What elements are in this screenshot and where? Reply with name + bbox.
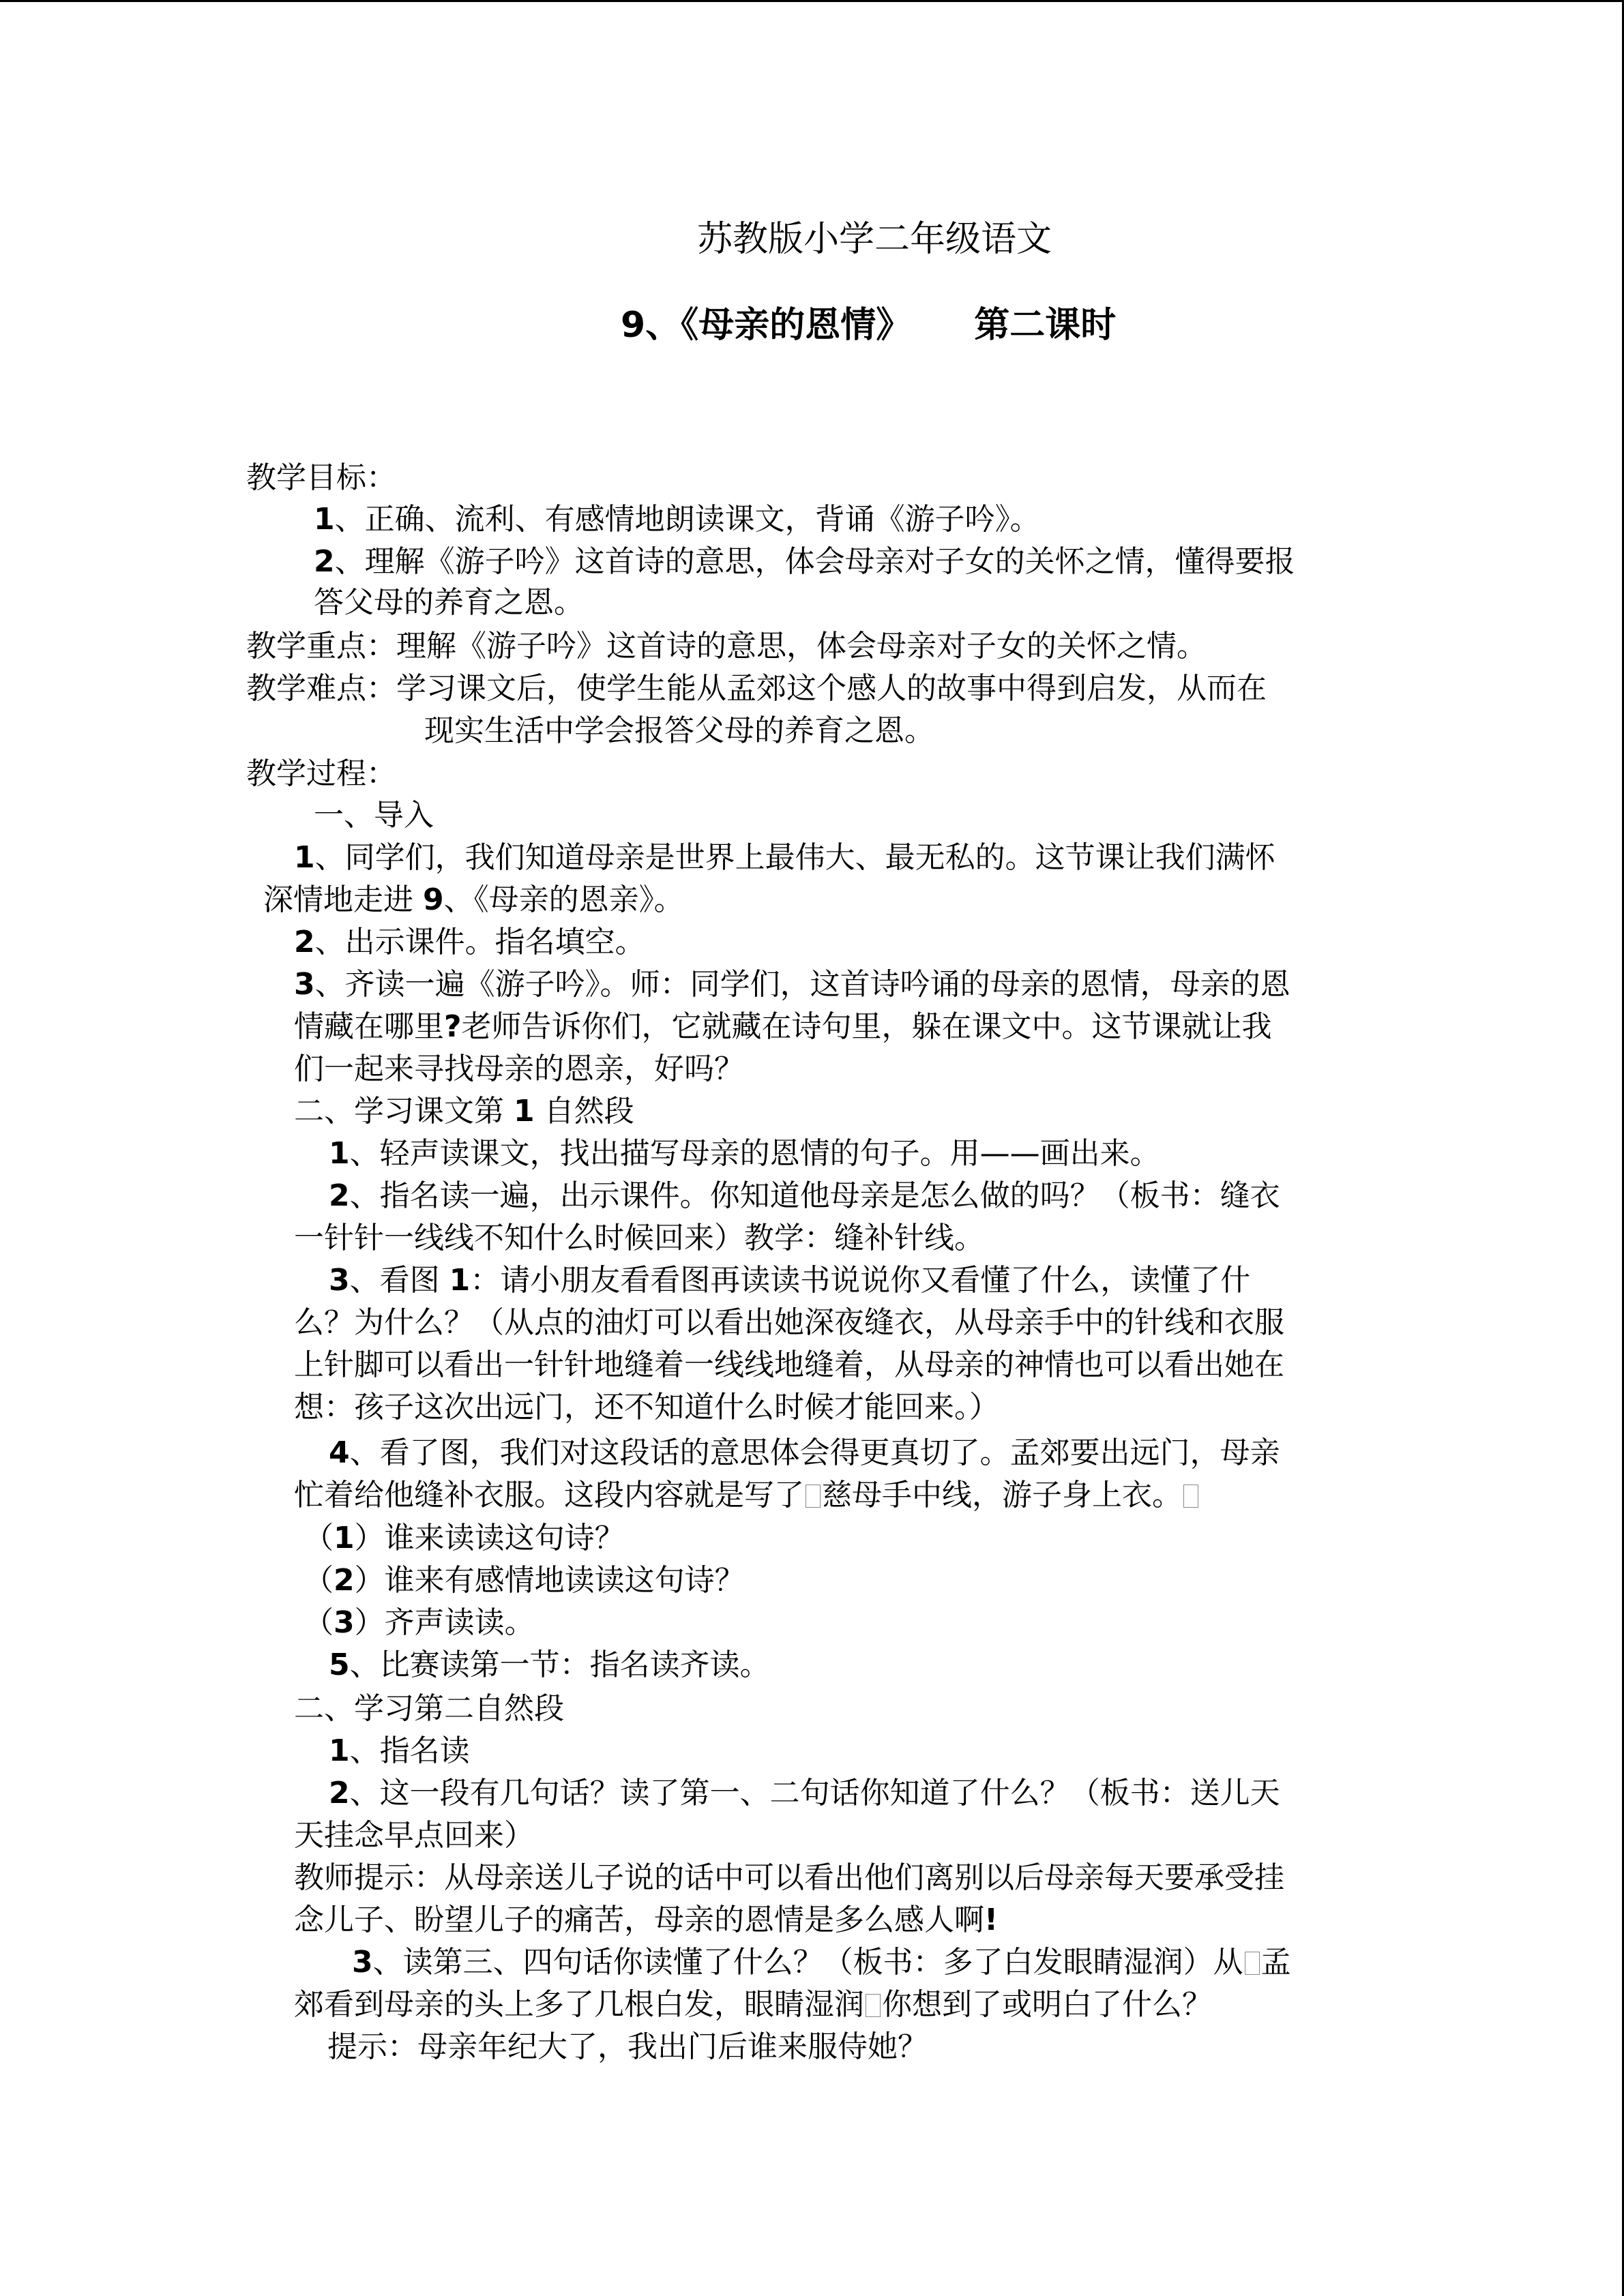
s2-item-1: 1、轻声读课文，找出描写母亲的恩情的句子。用——画出来。 [329, 1136, 1160, 1171]
s2-item-3-cont: 么？为什么？（从点的油灯可以看出她深夜缝衣，从母亲手中的针线和衣服 [294, 1305, 1284, 1340]
s2-item-4-cont: 忙着给他缝补衣服。这段内容就是写了 慈母手中线，游子身上衣。 [294, 1480, 1200, 1510]
goals-label: 教学目标： [246, 460, 396, 495]
s3-hint-cont: 念儿子、盼望儿子的痛苦，母亲的恩情是多么感人啊! [294, 1903, 999, 1937]
goal-2: 2、理解《游子吟》这首诗的意思，体会母亲对子女的关怀之情，懂得要报 [314, 544, 1295, 579]
difficulty-line-1: 教学难点：学习课文后，使学生能从孟郊这个感人的故事中得到启发，从而在 [246, 671, 1267, 706]
s3-item-1: 1、指名读 [329, 1733, 470, 1768]
lesson-name: 、《母亲的恩情》 [645, 305, 912, 346]
s1-item-1-cont: 深情地走进 9、《母亲的恩亲》。 [263, 882, 684, 917]
s3-item-3-cont: 郊看到母亲的头上多了几根白发，眼睛湿润 你想到了或明白了什么？ [294, 1987, 1212, 2022]
s2-item-3-cont3: 想：孩子这次出远门，还不知道什么时候才能回来。） [294, 1390, 999, 1425]
s1-item-3-cont: 情藏在哪里?老师告诉你们，它就藏在诗句里，躲在课文中。这节课就让我 [294, 1009, 1272, 1044]
missing-glyph [1183, 1485, 1198, 1508]
s2-item-5: 5、比赛读第一节：指名读齐读。 [329, 1648, 770, 1682]
lesson-number: 9 [621, 305, 646, 346]
missing-glyph [866, 1994, 881, 2017]
s3-item-2: 2、这一段有几句话？读了第一、二句话你知道了什么？（板书：送儿天 [329, 1776, 1280, 1810]
doc-title: 苏教版小学二年级语文 [697, 219, 1052, 260]
s2-question-1: （1）谁来读读这句诗？ [304, 1521, 625, 1555]
s1-item-1: 1、同学们，我们知道母亲是世界上最伟大、最无私的。这节课让我们满怀 [294, 840, 1275, 875]
s2-item-4: 4、看了图，我们对这段话的意思体会得更真切了。孟郊要出远门，母亲 [329, 1435, 1280, 1470]
key-point: 教学重点：理解《游子吟》这首诗的意思，体会母亲对子女的关怀之情。 [246, 629, 1207, 664]
s1-item-2: 2、出示课件。指名填空。 [294, 925, 645, 959]
s3-hint-2: 提示：母亲年纪大了，我出门后谁来服侍她？ [327, 2029, 928, 2064]
missing-glyph [1245, 1952, 1260, 1975]
s2-item-2-cont: 一针针一线线不知什么时候回来）教学：缝补针线。 [294, 1221, 984, 1255]
s2-question-3: （3）齐声读读。 [304, 1605, 535, 1640]
s2-item-2: 2、指名读一遍，出示课件。你知道他母亲是怎么做的吗？（板书：缝衣 [329, 1178, 1280, 1213]
goal-1: 1、正确、流利、有感情地朗读课文，背诵《游子吟》。 [314, 502, 1040, 537]
s1-item-3-cont2: 们一起来寻找母亲的恩亲，好吗？ [294, 1052, 744, 1086]
s2-question-2: （2）谁来有感情地读读这句诗？ [304, 1563, 745, 1598]
goal-2-cont: 答父母的养育之恩。 [314, 585, 584, 620]
process-label: 教学过程： [246, 756, 396, 791]
s3-item-2-cont: 天挂念早点回来） [294, 1818, 534, 1853]
missing-glyph [806, 1485, 821, 1508]
section-3-title: 二、学习第二自然段 [294, 1691, 564, 1726]
s2-item-3: 3、看图 1：请小朋友看看图再读读书说说你又看懂了什么，读懂了什 [329, 1263, 1251, 1298]
lesson-title [621, 305, 1117, 346]
lesson-period: 第二课时 [974, 305, 1117, 346]
s2-item-3-cont2: 上针脚可以看出一针针地缝着一线线地缝着，从母亲的神情也可以看出她在 [294, 1347, 1284, 1382]
section-1-title: 一、导入 [314, 798, 434, 833]
difficulty-line-2: 现实生活中学会报答父母的养育之恩。 [424, 713, 934, 748]
s1-item-3: 3、齐读一遍《游子吟》。师：同学们，这首诗吟诵的母亲的恩情，母亲的恩 [294, 967, 1290, 1002]
s3-item-3: 3、读第三、四句话你读懂了什么？（板书：多了白发眼睛湿润）从 孟 [352, 1945, 1291, 1980]
s3-hint: 教师提示：从母亲送儿子说的话中可以看出他们离别以后母亲每天要承受挂 [294, 1860, 1284, 1895]
section-2-title: 二、学习课文第 1 自然段 [294, 1094, 634, 1129]
